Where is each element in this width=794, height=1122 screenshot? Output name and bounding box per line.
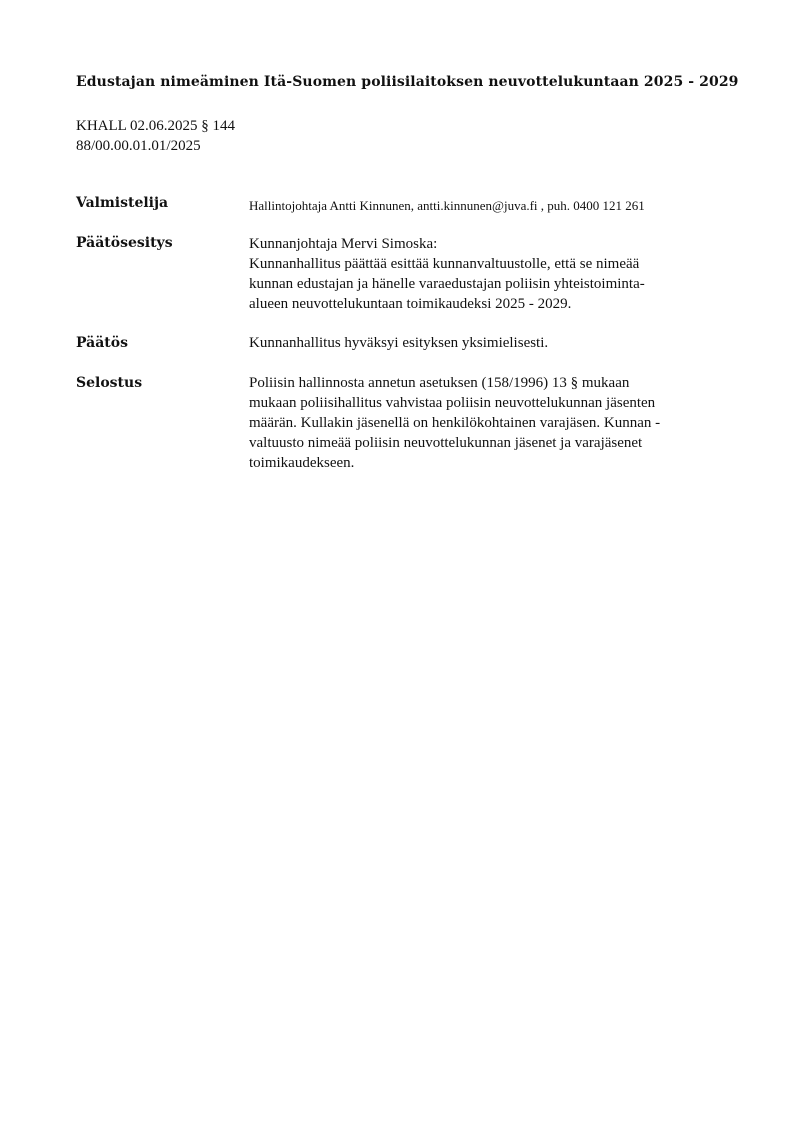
paatos-line: Kunnanhallitus hyväksyi esityksen yksimielisesti. [249,335,549,351]
document-reference [76,116,235,156]
paatos-content [249,333,729,353]
paatosesitys-line: alueen neuvottelukuntaan toimikaudeksi 2025 - 2029. [249,296,572,312]
meeting-reference: KHALL 02.06.2025 § 144 [76,118,236,134]
selostus-line: mukaan poliisihallitus vahvistaa poliisin neuvottelukunnan jäsenten [249,395,656,411]
document-title: Edustajan nimeäminen Itä-Suomen poliisilaitoksen neuvottelukuntaan 2025 - 2029 [76,74,739,90]
selostus-line: toimikaudekseen. [249,455,355,471]
case-number: 88/00.00.01.01/2025 [76,138,201,154]
selostus-label: Selostus [76,375,143,391]
paatosesitys-content [249,234,729,314]
selostus-line: määrän. Kullakin jäsenellä on henkilökohtainen varajäsen. Kunnan - [249,415,661,431]
paatosesitys-label: Päätösesitys [76,235,173,251]
selostus-line: Poliisin hallinnosta annetun asetuksen (158/1996) 13 § mukaan [249,375,630,391]
selostus-content [249,373,729,473]
valmistelija-line: Hallintojohtaja Antti Kinnunen, antti.kinnunen@juva.fi , puh. 0400 121 261 [249,198,645,213]
paatosesitys-line: Kunnanhallitus päättää esittää kunnanvaltuustolle, että se nimeää [249,256,640,272]
paatosesitys-line: Kunnanjohtaja Mervi Simoska: [249,236,438,252]
paatosesitys-line: kunnan edustajan ja hänelle varaedustajan poliisin yhteistoiminta- [249,276,645,292]
selostus-line: valtuusto nimeää poliisin neuvottelukunnan jäsenet ja varajäsenet [249,435,643,451]
paatos-label: Päätös [76,335,128,351]
valmistelija-label: Valmistelija [76,195,169,211]
valmistelija-content [249,196,729,216]
